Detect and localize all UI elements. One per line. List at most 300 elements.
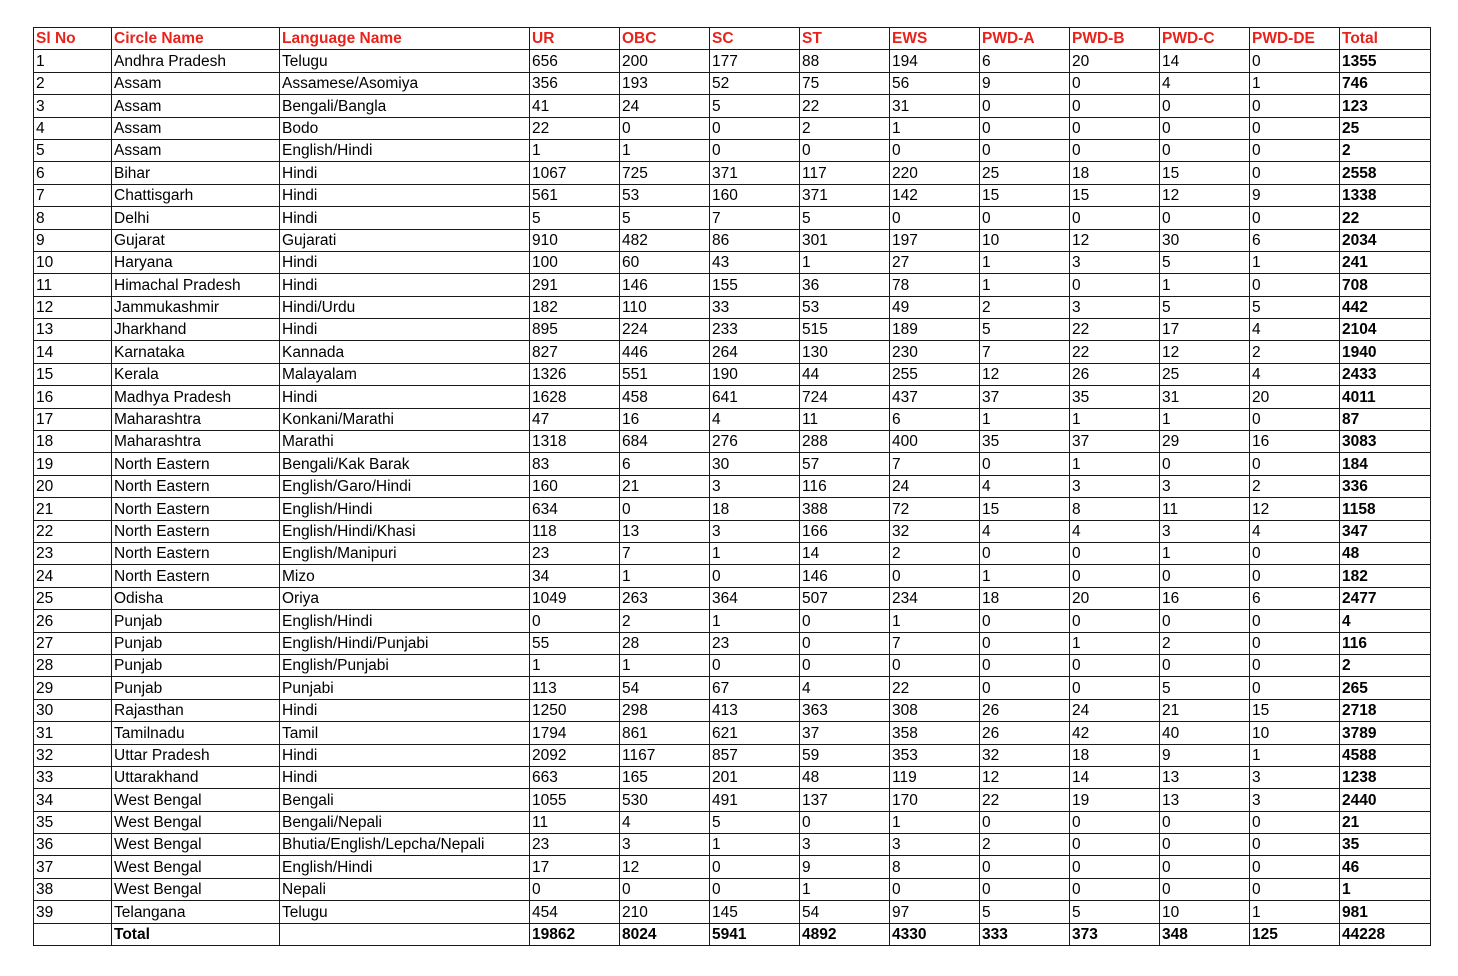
cell-sl-no: 15 — [34, 363, 112, 385]
cell-obc: 530 — [620, 789, 710, 811]
cell-language-name: Hindi — [280, 251, 530, 273]
cell-ur: 1 — [530, 654, 620, 676]
cell-obc: 0 — [620, 498, 710, 520]
cell-total: 46 — [1340, 856, 1431, 878]
cell-ews: 308 — [890, 699, 980, 721]
cell-ur: 113 — [530, 677, 620, 699]
cell-sl-no: 1 — [34, 50, 112, 72]
table-row — [34, 542, 1431, 564]
table-row — [34, 319, 1431, 341]
cell-sl-no: 29 — [34, 677, 112, 699]
table-row — [34, 565, 1431, 587]
table-row — [34, 408, 1431, 430]
cell-total: 442 — [1340, 296, 1431, 318]
cell-total: 48 — [1340, 542, 1431, 564]
cell-total: 981 — [1340, 901, 1431, 923]
cell-st: 4 — [800, 677, 890, 699]
cell-obc: 5 — [620, 207, 710, 229]
cell-ur: 1 — [530, 139, 620, 161]
cell-language-name: Bhutia/English/Lepcha/Nepali — [280, 834, 530, 856]
cell-pwd-a: 5 — [980, 319, 1070, 341]
cell-sc: 52 — [710, 72, 800, 94]
cell-language-name: Telugu — [280, 901, 530, 923]
cell-circle-name: Rajasthan — [112, 699, 280, 721]
cell-pwd-b: 20 — [1070, 50, 1160, 72]
table-row — [34, 699, 1431, 721]
cell-st: 0 — [800, 139, 890, 161]
cell-total: 116 — [1340, 632, 1431, 654]
table-row — [34, 184, 1431, 206]
cell-total: 22 — [1340, 207, 1431, 229]
cell-sc: 201 — [710, 766, 800, 788]
cell-pwd-de: 0 — [1250, 274, 1340, 296]
cell-st: 724 — [800, 386, 890, 408]
cell-pwd-c: 1 — [1160, 274, 1250, 296]
cell-sl-no: 6 — [34, 162, 112, 184]
cell-pwd-de: 6 — [1250, 229, 1340, 251]
cell-pwd-c: 0 — [1160, 139, 1250, 161]
cell-ews: 400 — [890, 431, 980, 453]
cell-obc: 12 — [620, 856, 710, 878]
cell-pwd-de: 5 — [1250, 296, 1340, 318]
cell-total: 3083 — [1340, 431, 1431, 453]
cell-pwd-a: 0 — [980, 654, 1070, 676]
table-row — [34, 296, 1431, 318]
cell-pwd-a: 12 — [980, 766, 1070, 788]
cell-pwd-a: 18 — [980, 587, 1070, 609]
cell-circle-name: North Eastern — [112, 453, 280, 475]
cell-pwd-de: 0 — [1250, 811, 1340, 833]
cell-circle-name: Telangana — [112, 901, 280, 923]
cell-ur: 1628 — [530, 386, 620, 408]
cell-sl-no: 5 — [34, 139, 112, 161]
cell-sl-no: 36 — [34, 834, 112, 856]
cell-pwd-c: 1 — [1160, 542, 1250, 564]
cell-sl-no: 12 — [34, 296, 112, 318]
cell-language-name: English/Hindi — [280, 856, 530, 878]
cell-language-name: English/Hindi/Punjabi — [280, 632, 530, 654]
cell-circle-name: West Bengal — [112, 811, 280, 833]
total-cell-st: 4892 — [800, 923, 890, 945]
cell-circle-name: Karnataka — [112, 341, 280, 363]
cell-pwd-a: 4 — [980, 520, 1070, 542]
cell-obc: 24 — [620, 95, 710, 117]
cell-obc: 861 — [620, 722, 710, 744]
cell-ur: 23 — [530, 542, 620, 564]
cell-obc: 224 — [620, 319, 710, 341]
cell-pwd-c: 21 — [1160, 699, 1250, 721]
cell-total: 182 — [1340, 565, 1431, 587]
cell-sl-no: 3 — [34, 95, 112, 117]
cell-language-name: Hindi/Urdu — [280, 296, 530, 318]
cell-circle-name: Kerala — [112, 363, 280, 385]
cell-language-name: Hindi — [280, 207, 530, 229]
cell-pwd-c: 5 — [1160, 296, 1250, 318]
cell-pwd-b: 0 — [1070, 677, 1160, 699]
cell-ur: 5 — [530, 207, 620, 229]
cell-total: 25 — [1340, 117, 1431, 139]
cell-ur: 41 — [530, 95, 620, 117]
cell-circle-name: Odisha — [112, 587, 280, 609]
cell-total: 2 — [1340, 654, 1431, 676]
cell-pwd-a: 0 — [980, 610, 1070, 632]
cell-ur: 11 — [530, 811, 620, 833]
cell-obc: 7 — [620, 542, 710, 564]
cell-sc: 0 — [710, 565, 800, 587]
cell-ews: 1 — [890, 117, 980, 139]
cell-circle-name: North Eastern — [112, 475, 280, 497]
cell-circle-name: Delhi — [112, 207, 280, 229]
header-st: ST — [800, 28, 890, 50]
cell-pwd-b: 0 — [1070, 117, 1160, 139]
cell-obc: 1167 — [620, 744, 710, 766]
cell-sl-no: 13 — [34, 319, 112, 341]
cell-st: 0 — [800, 610, 890, 632]
cell-ur: 827 — [530, 341, 620, 363]
cell-pwd-de: 0 — [1250, 677, 1340, 699]
cell-ur: 22 — [530, 117, 620, 139]
table-row — [34, 341, 1431, 363]
cell-pwd-a: 0 — [980, 453, 1070, 475]
header-pwd-a: PWD-A — [980, 28, 1070, 50]
cell-st: 507 — [800, 587, 890, 609]
cell-st: 515 — [800, 319, 890, 341]
cell-pwd-c: 17 — [1160, 319, 1250, 341]
cell-circle-name: North Eastern — [112, 520, 280, 542]
cell-sl-no: 16 — [34, 386, 112, 408]
cell-language-name: Mizo — [280, 565, 530, 587]
cell-obc: 165 — [620, 766, 710, 788]
cell-pwd-a: 0 — [980, 542, 1070, 564]
cell-total: 708 — [1340, 274, 1431, 296]
cell-ews: 230 — [890, 341, 980, 363]
cell-pwd-de: 3 — [1250, 789, 1340, 811]
cell-ews: 32 — [890, 520, 980, 542]
cell-ur: 561 — [530, 184, 620, 206]
total-cell-pwd-b: 373 — [1070, 923, 1160, 945]
total-cell-obc: 8024 — [620, 923, 710, 945]
cell-ur: 47 — [530, 408, 620, 430]
cell-total: 1338 — [1340, 184, 1431, 206]
header-ur: UR — [530, 28, 620, 50]
cell-pwd-c: 15 — [1160, 162, 1250, 184]
cell-st: 363 — [800, 699, 890, 721]
cell-language-name: Kannada — [280, 341, 530, 363]
cell-language-name: English/Hindi — [280, 139, 530, 161]
cell-st: 137 — [800, 789, 890, 811]
cell-total: 2433 — [1340, 363, 1431, 385]
cell-circle-name: Punjab — [112, 610, 280, 632]
cell-pwd-de: 0 — [1250, 565, 1340, 587]
cell-ur: 23 — [530, 834, 620, 856]
header-sl-no: Sl No — [34, 28, 112, 50]
table-row — [34, 162, 1431, 184]
cell-ur: 160 — [530, 475, 620, 497]
table-row — [34, 901, 1431, 923]
cell-pwd-de: 2 — [1250, 475, 1340, 497]
cell-pwd-c: 0 — [1160, 834, 1250, 856]
cell-sl-no: 26 — [34, 610, 112, 632]
cell-language-name: Nepali — [280, 878, 530, 900]
cell-ews: 197 — [890, 229, 980, 251]
cell-sc: 160 — [710, 184, 800, 206]
cell-sc: 0 — [710, 856, 800, 878]
cell-pwd-de: 4 — [1250, 319, 1340, 341]
cell-sl-no: 9 — [34, 229, 112, 251]
cell-ews: 189 — [890, 319, 980, 341]
table-row — [34, 654, 1431, 676]
cell-ews: 0 — [890, 565, 980, 587]
cell-pwd-de: 6 — [1250, 587, 1340, 609]
cell-ews: 24 — [890, 475, 980, 497]
cell-obc: 482 — [620, 229, 710, 251]
cell-sl-no: 38 — [34, 878, 112, 900]
cell-ur: 1067 — [530, 162, 620, 184]
cell-obc: 1 — [620, 139, 710, 161]
cell-pwd-de: 20 — [1250, 386, 1340, 408]
cell-sl-no: 30 — [34, 699, 112, 721]
cell-ur: 291 — [530, 274, 620, 296]
cell-pwd-de: 0 — [1250, 453, 1340, 475]
table-row — [34, 453, 1431, 475]
cell-sl-no: 17 — [34, 408, 112, 430]
cell-sc: 33 — [710, 296, 800, 318]
cell-circle-name: Jharkhand — [112, 319, 280, 341]
cell-sl-no: 11 — [34, 274, 112, 296]
cell-sl-no: 32 — [34, 744, 112, 766]
cell-circle-name: West Bengal — [112, 856, 280, 878]
cell-sc: 3 — [710, 475, 800, 497]
cell-pwd-b: 15 — [1070, 184, 1160, 206]
cell-pwd-de: 2 — [1250, 341, 1340, 363]
cell-obc: 110 — [620, 296, 710, 318]
cell-sc: 190 — [710, 363, 800, 385]
cell-circle-name: Himachal Pradesh — [112, 274, 280, 296]
cell-language-name: Bengali/Kak Barak — [280, 453, 530, 475]
cell-circle-name: West Bengal — [112, 789, 280, 811]
cell-total: 4011 — [1340, 386, 1431, 408]
cell-sc: 5 — [710, 811, 800, 833]
cell-language-name: Hindi — [280, 386, 530, 408]
cell-ews: 0 — [890, 207, 980, 229]
table-row — [34, 722, 1431, 744]
total-cell-pwd-a: 333 — [980, 923, 1070, 945]
cell-obc: 28 — [620, 632, 710, 654]
cell-ur: 34 — [530, 565, 620, 587]
cell-ur: 83 — [530, 453, 620, 475]
cell-language-name: Bengali/Bangla — [280, 95, 530, 117]
cell-language-name: Bengali — [280, 789, 530, 811]
cell-obc: 13 — [620, 520, 710, 542]
cell-pwd-de: 0 — [1250, 139, 1340, 161]
table-row — [34, 117, 1431, 139]
cell-pwd-a: 32 — [980, 744, 1070, 766]
cell-ews: 119 — [890, 766, 980, 788]
cell-language-name: Hindi — [280, 184, 530, 206]
table-row — [34, 677, 1431, 699]
cell-st: 146 — [800, 565, 890, 587]
cell-pwd-b: 22 — [1070, 341, 1160, 363]
cell-circle-name: North Eastern — [112, 542, 280, 564]
cell-pwd-b: 18 — [1070, 744, 1160, 766]
cell-pwd-a: 1 — [980, 274, 1070, 296]
cell-sl-no: 10 — [34, 251, 112, 273]
cell-pwd-b: 0 — [1070, 95, 1160, 117]
cell-language-name: Assamese/Asomiya — [280, 72, 530, 94]
cell-total: 184 — [1340, 453, 1431, 475]
cell-pwd-b: 5 — [1070, 901, 1160, 923]
cell-ur: 663 — [530, 766, 620, 788]
cell-pwd-c: 0 — [1160, 856, 1250, 878]
cell-pwd-b: 0 — [1070, 565, 1160, 587]
cell-st: 37 — [800, 722, 890, 744]
cell-st: 117 — [800, 162, 890, 184]
cell-sl-no: 33 — [34, 766, 112, 788]
cell-pwd-a: 0 — [980, 856, 1070, 878]
cell-pwd-a: 2 — [980, 834, 1070, 856]
total-cell-ews: 4330 — [890, 923, 980, 945]
cell-circle-name: Haryana — [112, 251, 280, 273]
cell-sl-no: 35 — [34, 811, 112, 833]
cell-sc: 264 — [710, 341, 800, 363]
cell-pwd-a: 26 — [980, 699, 1070, 721]
cell-ews: 194 — [890, 50, 980, 72]
table-row — [34, 95, 1431, 117]
cell-pwd-c: 29 — [1160, 431, 1250, 453]
cell-ews: 6 — [890, 408, 980, 430]
cell-sc: 0 — [710, 139, 800, 161]
table-row — [34, 520, 1431, 542]
cell-st: 53 — [800, 296, 890, 318]
cell-total: 336 — [1340, 475, 1431, 497]
vacancy-table-container — [33, 27, 1431, 946]
cell-obc: 21 — [620, 475, 710, 497]
cell-ews: 56 — [890, 72, 980, 94]
cell-language-name: English/Hindi — [280, 610, 530, 632]
cell-pwd-a: 26 — [980, 722, 1070, 744]
cell-pwd-a: 4 — [980, 475, 1070, 497]
cell-language-name: Hindi — [280, 766, 530, 788]
cell-sl-no: 23 — [34, 542, 112, 564]
cell-pwd-de: 15 — [1250, 699, 1340, 721]
cell-circle-name: West Bengal — [112, 878, 280, 900]
table-row — [34, 587, 1431, 609]
cell-pwd-c: 11 — [1160, 498, 1250, 520]
cell-language-name: English/Manipuri — [280, 542, 530, 564]
cell-sc: 155 — [710, 274, 800, 296]
cell-obc: 16 — [620, 408, 710, 430]
cell-ur: 634 — [530, 498, 620, 520]
header-total: Total — [1340, 28, 1431, 50]
cell-pwd-b: 26 — [1070, 363, 1160, 385]
cell-obc: 2 — [620, 610, 710, 632]
cell-obc: 458 — [620, 386, 710, 408]
cell-pwd-b: 1 — [1070, 408, 1160, 430]
cell-total: 2477 — [1340, 587, 1431, 609]
cell-st: 36 — [800, 274, 890, 296]
vacancy-table — [33, 27, 1431, 946]
cell-total: 265 — [1340, 677, 1431, 699]
cell-sl-no: 28 — [34, 654, 112, 676]
cell-ews: 7 — [890, 453, 980, 475]
cell-pwd-c: 25 — [1160, 363, 1250, 385]
cell-ews: 3 — [890, 834, 980, 856]
cell-pwd-a: 1 — [980, 408, 1070, 430]
cell-ur: 1794 — [530, 722, 620, 744]
header-sc: SC — [710, 28, 800, 50]
cell-pwd-de: 9 — [1250, 184, 1340, 206]
cell-ews: 97 — [890, 901, 980, 923]
cell-pwd-de: 0 — [1250, 878, 1340, 900]
cell-st: 371 — [800, 184, 890, 206]
cell-obc: 725 — [620, 162, 710, 184]
cell-language-name: Gujarati — [280, 229, 530, 251]
cell-st: 1 — [800, 251, 890, 273]
cell-circle-name: Assam — [112, 95, 280, 117]
cell-pwd-a: 0 — [980, 677, 1070, 699]
table-row — [34, 72, 1431, 94]
cell-obc: 298 — [620, 699, 710, 721]
cell-obc: 54 — [620, 677, 710, 699]
cell-pwd-de: 0 — [1250, 542, 1340, 564]
cell-sl-no: 31 — [34, 722, 112, 744]
cell-circle-name: Uttar Pradesh — [112, 744, 280, 766]
cell-obc: 1 — [620, 654, 710, 676]
table-row — [34, 475, 1431, 497]
cell-ur: 356 — [530, 72, 620, 94]
cell-pwd-de: 0 — [1250, 632, 1340, 654]
cell-obc: 0 — [620, 117, 710, 139]
cell-st: 54 — [800, 901, 890, 923]
cell-st: 3 — [800, 834, 890, 856]
cell-language-name: English/Hindi — [280, 498, 530, 520]
cell-sl-no: 7 — [34, 184, 112, 206]
cell-obc: 446 — [620, 341, 710, 363]
cell-ur: 454 — [530, 901, 620, 923]
cell-circle-name: West Bengal — [112, 834, 280, 856]
cell-pwd-c: 0 — [1160, 811, 1250, 833]
cell-language-name: Hindi — [280, 319, 530, 341]
cell-pwd-b: 12 — [1070, 229, 1160, 251]
cell-ur: 910 — [530, 229, 620, 251]
cell-ews: 27 — [890, 251, 980, 273]
cell-pwd-b: 8 — [1070, 498, 1160, 520]
cell-ur: 2092 — [530, 744, 620, 766]
cell-total: 123 — [1340, 95, 1431, 117]
cell-pwd-b: 0 — [1070, 139, 1160, 161]
cell-ur: 1049 — [530, 587, 620, 609]
cell-st: 9 — [800, 856, 890, 878]
cell-obc: 146 — [620, 274, 710, 296]
cell-ews: 255 — [890, 363, 980, 385]
cell-sl-no: 14 — [34, 341, 112, 363]
cell-pwd-c: 30 — [1160, 229, 1250, 251]
cell-sc: 18 — [710, 498, 800, 520]
table-row — [34, 386, 1431, 408]
cell-sc: 491 — [710, 789, 800, 811]
cell-circle-name: North Eastern — [112, 565, 280, 587]
cell-pwd-a: 15 — [980, 498, 1070, 520]
cell-pwd-a: 1 — [980, 251, 1070, 273]
cell-pwd-de: 1 — [1250, 251, 1340, 273]
cell-ur: 55 — [530, 632, 620, 654]
cell-pwd-c: 12 — [1160, 184, 1250, 206]
cell-st: 301 — [800, 229, 890, 251]
cell-circle-name: Madhya Pradesh — [112, 386, 280, 408]
cell-pwd-c: 5 — [1160, 251, 1250, 273]
cell-pwd-de: 0 — [1250, 610, 1340, 632]
cell-obc: 1 — [620, 565, 710, 587]
